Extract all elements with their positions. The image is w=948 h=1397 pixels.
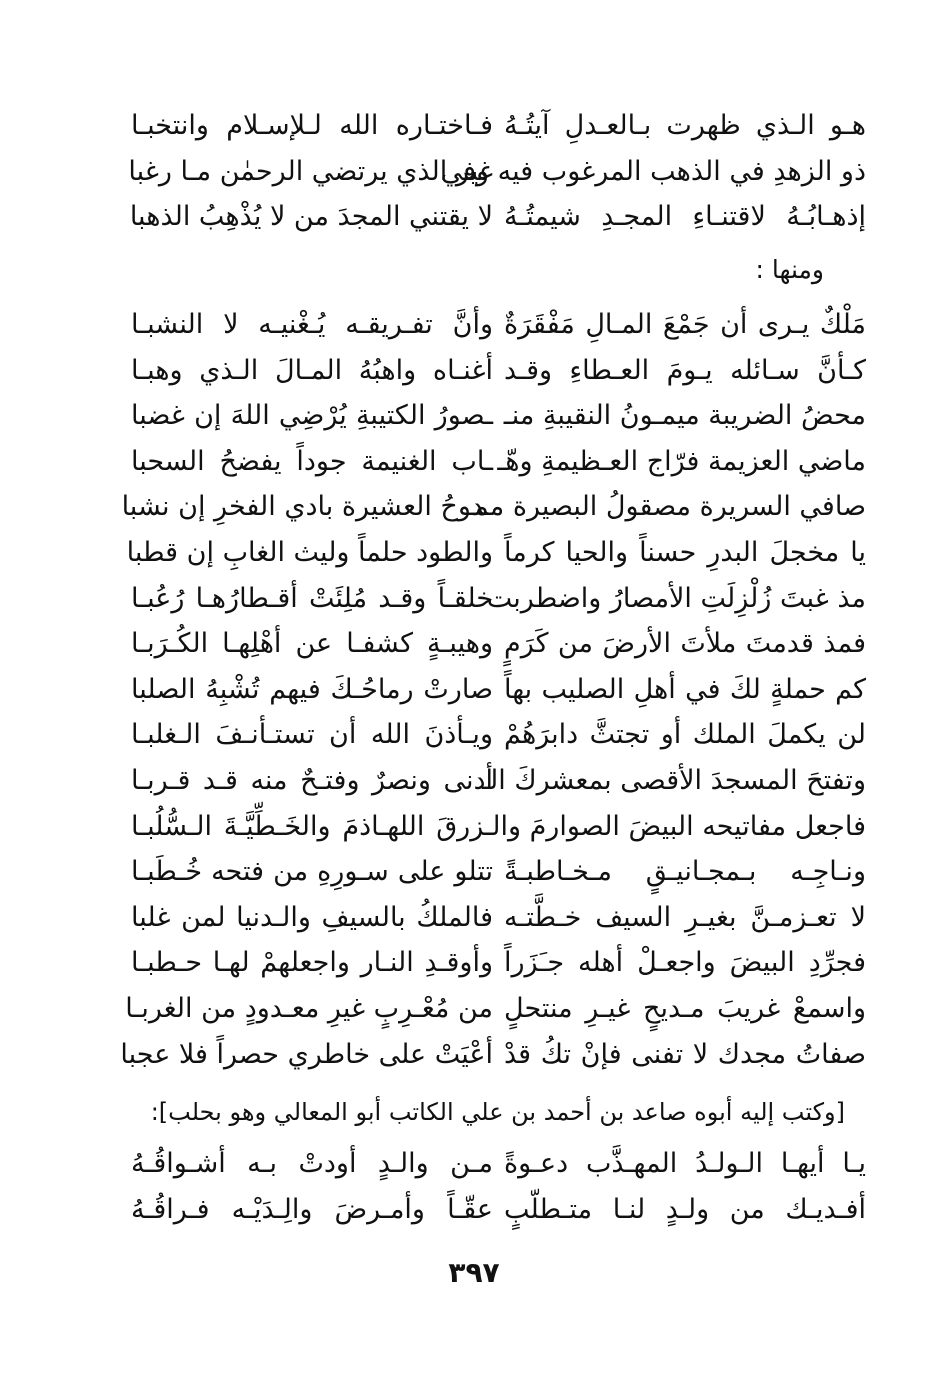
second-hemistich: تتلو على سـورِهِ من فتحه خُـطَبـا [131,856,493,888]
second-hemistich: ـاب الغنيمة جوداً يفضحُ السحبا [131,445,493,477]
verse-line [131,849,866,895]
first-hemistich: ماضي العزيمة فرّاج العـظيمةِ وهّـ [497,445,866,477]
verse-line [131,667,866,713]
verse-line [131,302,866,348]
first-hemistich: محضُ الضريبة ميمـونُ النقيبةِ منـ [503,400,866,432]
second-hemistich: لا يقتني المجدَ من لا يُذْهِبُ الذهبا [129,201,493,233]
first-hemistich: ذو الزهدِ في الذهب المرغوب فيه وفي [440,155,866,187]
first-hemistich: فاجعل مفاتيحه البيضَ الصوارمَ والـ [484,810,866,842]
page-number: ٣٩٧ [448,1256,500,1289]
poem-block-2 [120,302,866,1077]
verse-line [128,149,866,195]
first-hemistich: مذ غبتَ زُلْزِلَتِ الأمصارُ واضطربت [486,582,866,614]
second-hemistich: فالملكُ بالسيفِ والـدنيا لمن غلبا [131,901,493,933]
second-hemistich: وأوقـدِ النـار واجعلهمْ لهـا حـطبـا [131,947,493,979]
first-hemistich: وتفتحَ المسجدَ الأقصى بمعشركَ الـ [482,764,866,796]
verse-line [131,758,866,804]
second-hemistich: غير الذي يرتضي الرحمٰن مـا رغبا [128,155,493,187]
verse-line [125,986,866,1032]
verse-line [121,484,866,530]
first-hemistich: فجرِّدِ البيضَ واجعـلْ أهله جـَزَراً [504,947,866,979]
second-hemistich: ـزرقَ اللهـاذمَ والخَـطِّيَّـةَ الـسُّلُبـا [131,810,493,842]
verse-line [120,1032,866,1078]
first-hemistich: مَلْكٌ يـرى أن جَمْعَ المـالِ مَفْقَرَةٌ [504,309,866,340]
second-hemistich: ـدوحُ العشيرة بادي الفخرِ إن نشبا [121,491,493,523]
verse-line [131,621,866,667]
intro-note: [وكتب إليه أبوه صاعد بن أحمد بن علي الكاتب أبو المعالي وهو بحلب]: [150,1098,845,1126]
second-hemistich: والطود حلماً وليث الغابِ إن قطبا [126,536,493,568]
second-hemistich: وأنَّ تفـريقـه يُـغْنيـه لا النشبـا [131,309,493,340]
verse-line [131,103,866,149]
verse-line [131,348,866,394]
poem-block-1 [128,103,866,240]
verse-line [131,194,866,240]
first-hemistich: هـو الـذي ظهرت بـالعـدلِ آيتُـهُ [504,110,866,141]
second-hemistich: فـاختـاره الله لـلإسـلام وانتخبـا [131,110,493,141]
poem-block-3 [131,1141,866,1232]
second-hemistich: أغنـاه واهبُهُ المـالَ الـذي وهبـا [131,354,493,386]
verse-line [131,940,866,986]
first-hemistich: واسمعْ غريبَ مـديحٍ غيـرِ منتحلٍ [504,992,866,1024]
second-hemistich: مـن والـدٍ أودتْ بـه أشـواقُـهُ [131,1148,493,1179]
second-hemistich: وهيبـةٍ كشفـا عن أهْلِهـا الكُـرَبـا [131,628,493,660]
section-heading: ومنها : [755,255,824,284]
first-hemistich: لا تعـزمـنَّ بغيـرِ السيف خـطَّتـه [504,901,866,933]
verse-line [131,1187,866,1233]
second-hemistich: من مُعْـرِبٍ غيرِ معـدودٍ من الغربـا [125,992,493,1024]
verse-line [131,804,866,850]
second-hemistich: أعْيَتْ على خاطري حصراً فلا عجبا [120,1038,493,1070]
first-hemistich: يا مخجلَ البدرِ حسناً والحيا كرماً [504,536,866,568]
verse-line [131,576,866,622]
first-hemistich: إذهـابُـهُ لاقتنـاءِ المجـدِ شيمتُـهُ [504,201,866,233]
first-hemistich: لن يكملَ الملك أو تجتثَّ دابرَهُمْ [504,719,866,751]
first-hemistich: كم حملةٍ لكَ في أهلِ الصليب بهاً [504,673,866,705]
second-hemistich: ويـأذنَ الله أن تستـأنـفَ الـغلبـا [131,719,493,751]
verse-line [131,712,866,758]
first-hemistich: ونـاجِـه بـمجـانيـقٍ مـخـاطبـةً [504,856,866,888]
first-hemistich: فمذ قدمتَ ملأتَ الأرضَ من كَرَمٍ [504,628,866,660]
verse-line [131,439,866,485]
verse-line [131,1141,866,1187]
first-hemistich: صفاتُ مجدك لا تفنى فإنْ تكُ قدْ [504,1038,866,1070]
verse-line [126,530,866,576]
first-hemistich: كـأنَّ سـائله يـومَ العـطاءِ وقـد [504,354,866,386]
verse-line [131,393,866,439]
first-hemistich: صافي السريرة مصقولُ البصيرة ممـ [466,491,866,523]
first-hemistich: يـا أيهـا الـولـدُ المهـذَّب دعـوةً [504,1148,866,1179]
second-hemistich: عقّـاً وأمـرضَ والِـدَيْـه فـراقُـهُ [131,1193,493,1225]
second-hemistich: صارتْ رماحُـكَ فيهم تُشْبِهُ الصلبا [131,673,493,705]
first-hemistich: أفـديـك من ولـدٍ لنـا متـطلّبٍ [504,1193,866,1225]
second-hemistich: خلقـاً وقـد مُلِئَتْ أقـطارُهـا رُعُبـا [131,582,493,614]
second-hemistich: أدنى ونصرٌ وفتـحٌ منه قـد قـربـا [131,764,493,796]
verse-line [131,895,866,941]
second-hemistich: ـصورُ الكتيبةِ يُرْضِي اللهَ إن غضبا [131,400,493,432]
